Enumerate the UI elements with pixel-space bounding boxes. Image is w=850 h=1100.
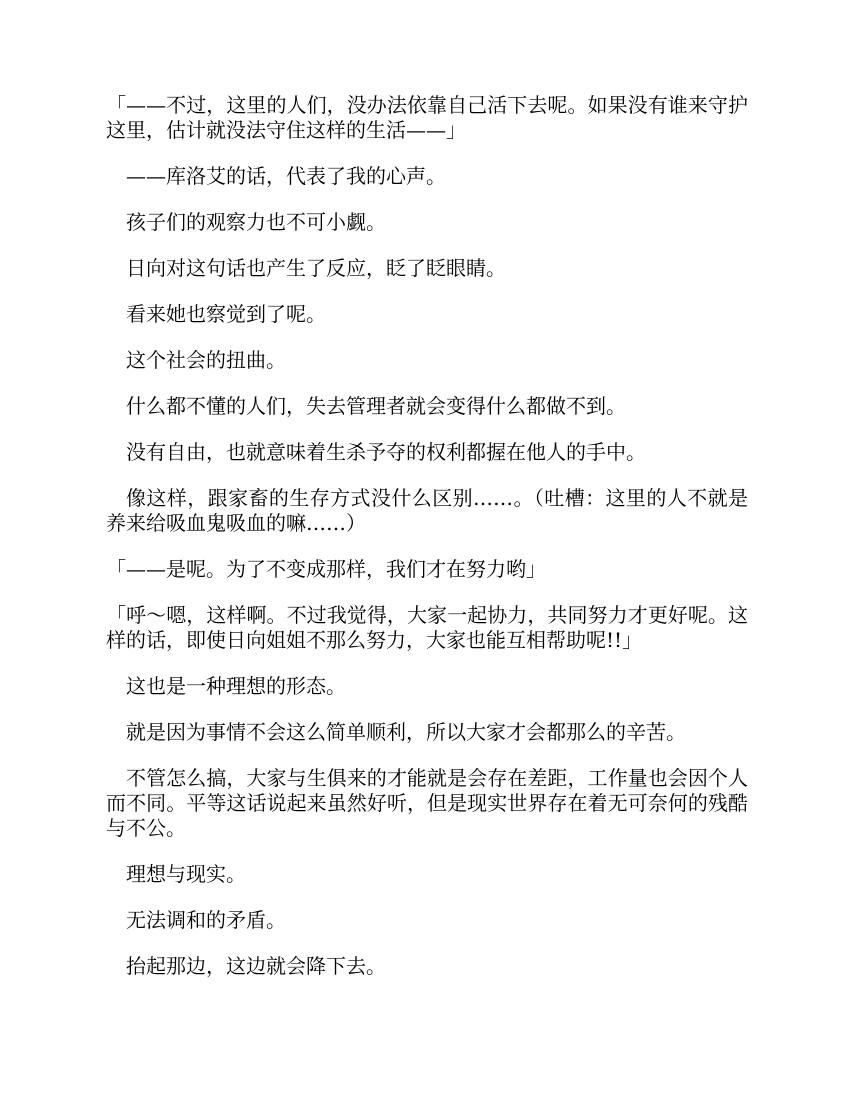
paragraph: 「呼～嗯，这样啊。不过我觉得，大家一起协力，共同努力才更好呢。这样的话，即使日向姐姐不那么努力，大家也能互相帮助呢!!」 (106, 603, 748, 652)
paragraph: 像这样，跟家畜的生存方式没什么区别……。（吐槽：这里的人不就是养来给吸血鬼吸血的嘛……） (106, 486, 748, 535)
paragraph: 就是因为事情不会这么简单顺利，所以大家才会都那么的辛苦。 (126, 720, 686, 744)
paragraph: 「——是呢。为了不变成那样，我们才在努力哟」 (106, 557, 546, 581)
paragraph: 这个社会的扭曲。 (126, 348, 286, 372)
paragraph: 无法调和的矛盾。 (126, 908, 286, 932)
paragraph: 孩子们的观察力也不可小觑。 (126, 210, 386, 234)
paragraph: 看来她也察觉到了呢。 (126, 302, 326, 326)
paragraph: 不管怎么搞，大家与生俱来的才能就是会存在差距，工作量也会因个人而不同。平等这话说起来虽然好听，但是现实世界存在着无可奈何的残酷与不公。 (106, 766, 748, 840)
document-page (106, 93, 748, 1000)
paragraph: 没有自由，也就意味着生杀予夺的权利都握在他人的手中。 (126, 440, 646, 464)
paragraph: 「——不过，这里的人们，没办法依靠自己活下去呢。如果没有谁来守护这里，估计就没法守住这样的生活——」 (106, 93, 748, 142)
paragraph: 日向对这句话也产生了反应，眨了眨眼睛。 (126, 256, 506, 280)
paragraph: 理想与现实。 (126, 862, 246, 886)
paragraph: ——库洛艾的话，代表了我的心声。 (126, 164, 446, 188)
paragraph: 这也是一种理想的形态。 (126, 674, 346, 698)
paragraph: 抬起那边，这边就会降下去。 (126, 954, 386, 978)
paragraph: 什么都不懂的人们，失去管理者就会变得什么都做不到。 (126, 394, 626, 418)
